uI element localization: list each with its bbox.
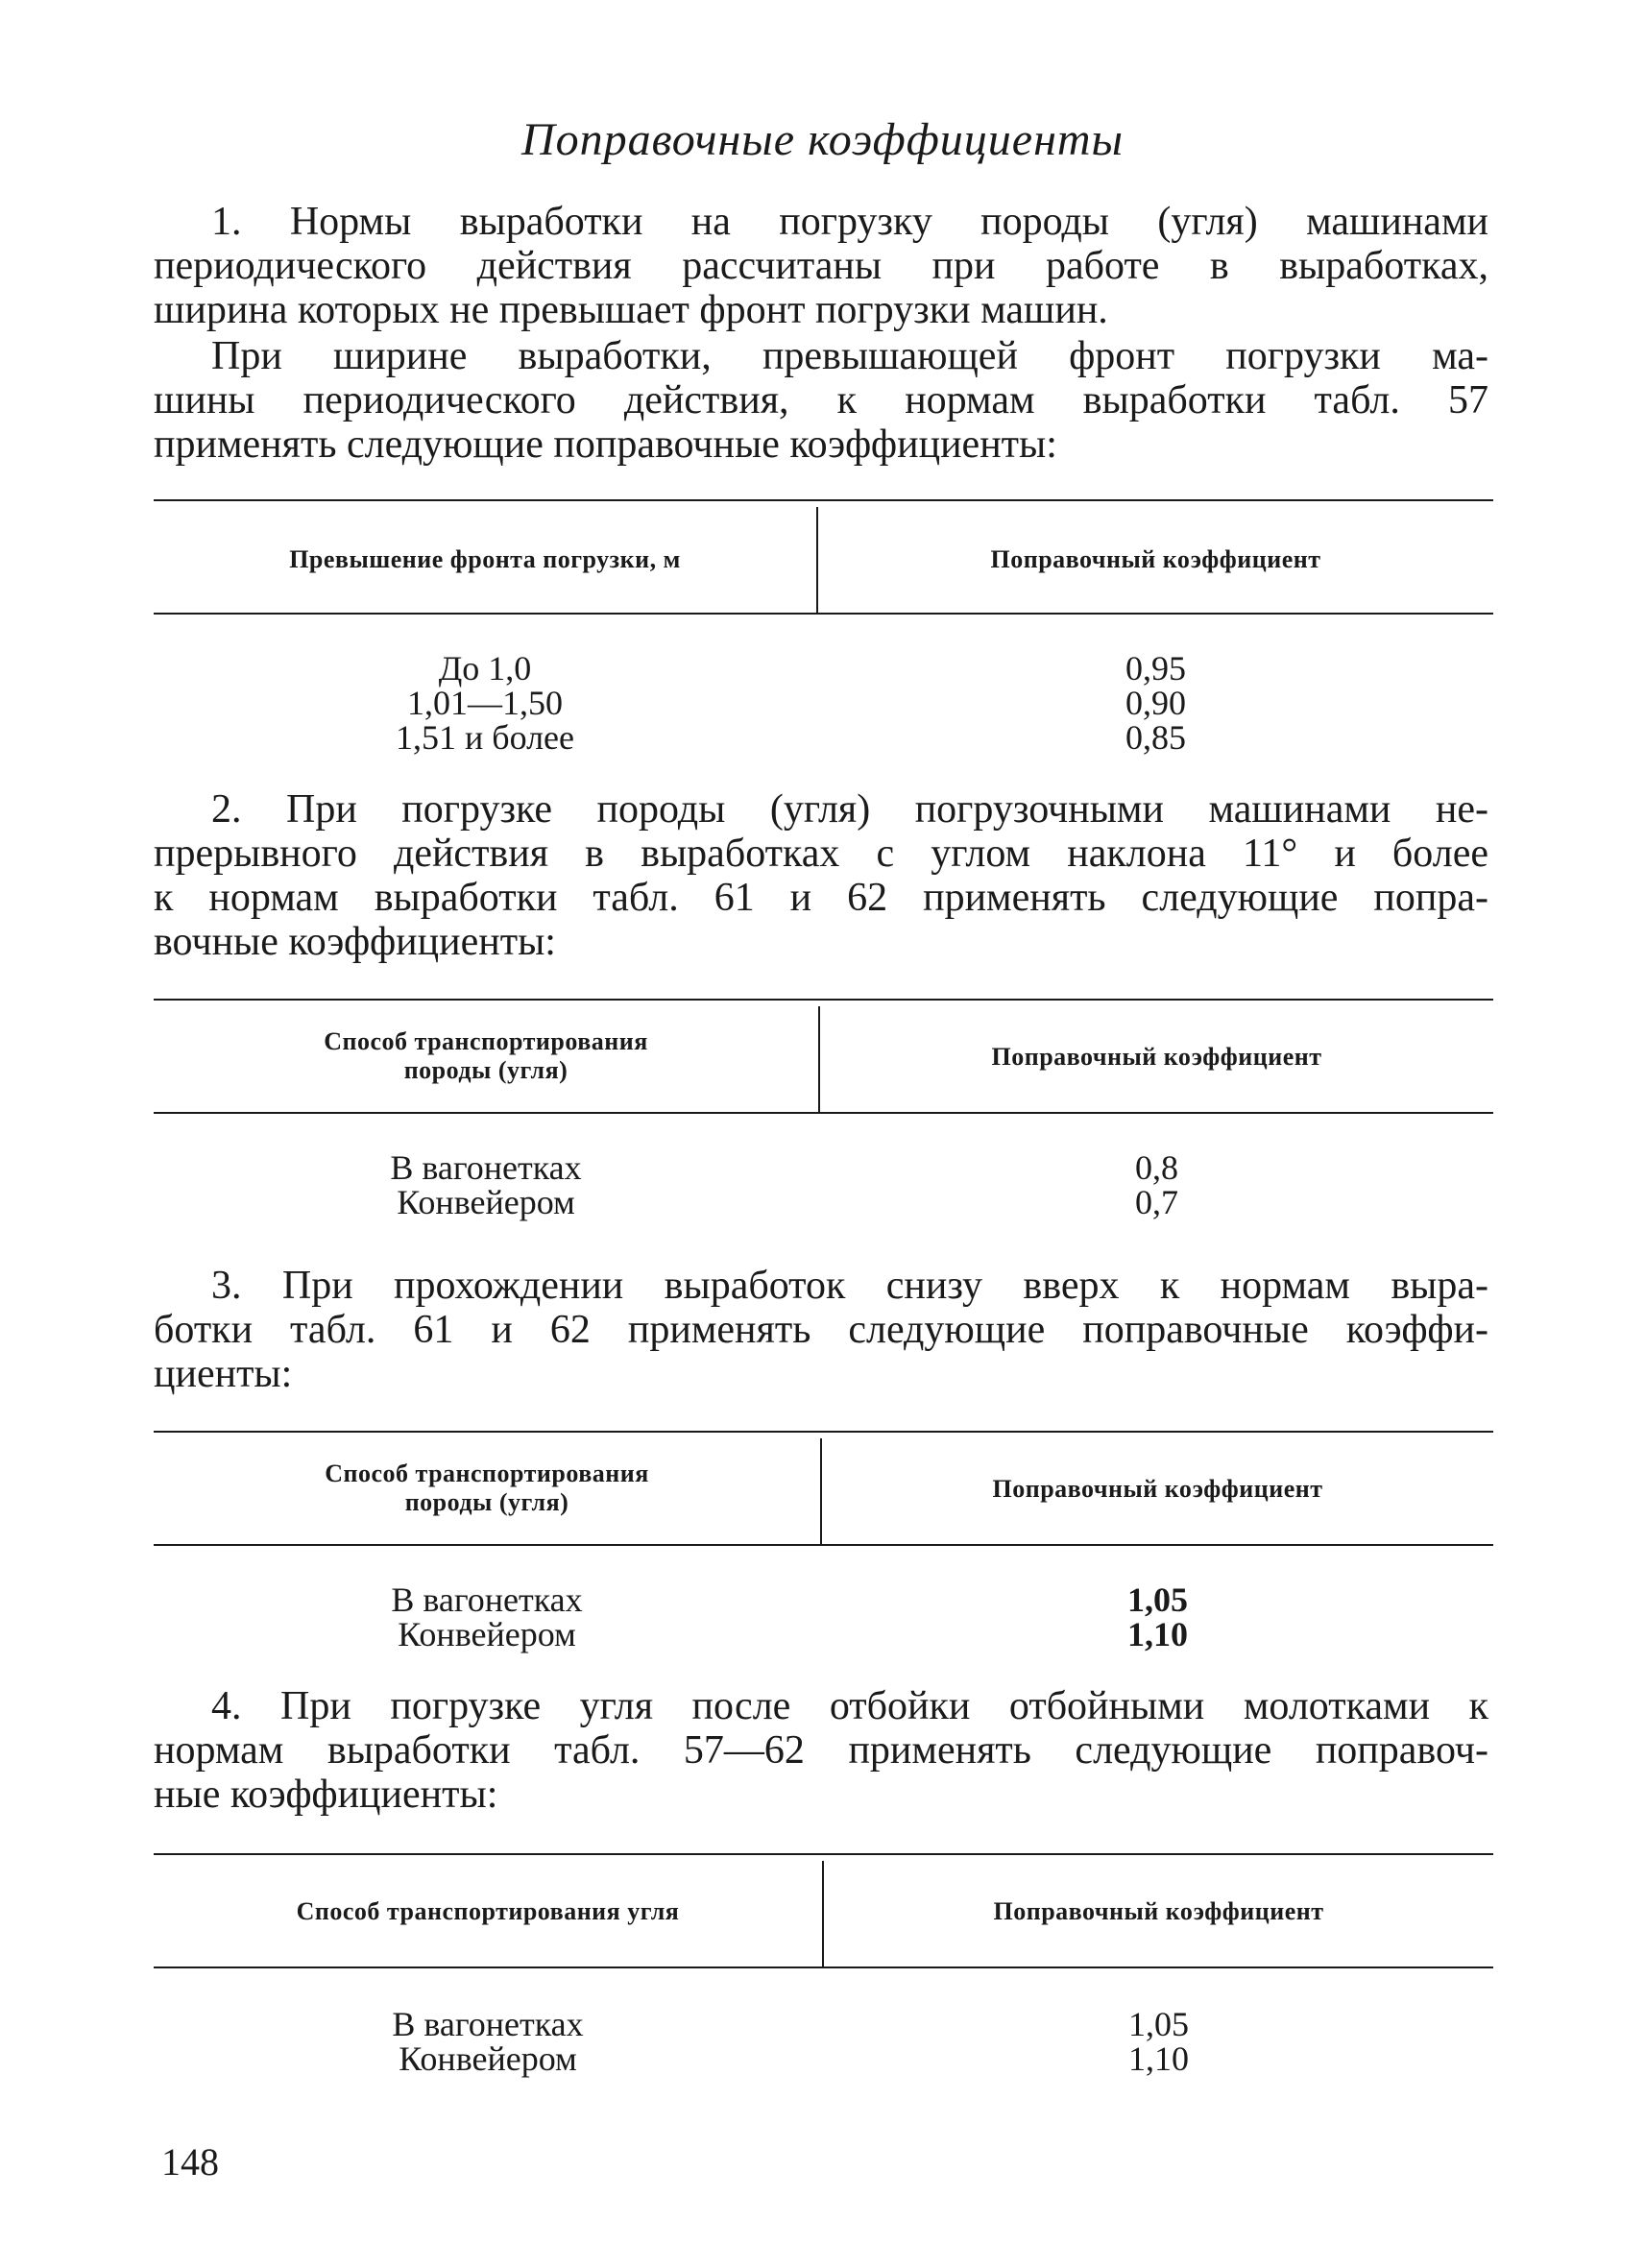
table-column-coefficients [818, 651, 1493, 755]
header-line: породы (угля) [404, 1488, 569, 1516]
table-header-exceedance: Превышение фронта погрузки, м [289, 545, 681, 573]
paragraph-line: шины периодического действия, к нормам выработки табл. 57 [154, 378, 1488, 422]
table-top-rule [154, 499, 1493, 501]
paragraph-line: циенты: [154, 1352, 293, 1396]
header-line: породы (угля) [403, 1056, 568, 1084]
table-column-transport [154, 1582, 820, 1652]
table-cell: 0,90 [1125, 684, 1186, 722]
paragraph-line: вочные коэффициенты: [154, 920, 556, 964]
header-line: Способ транспортирования [324, 1027, 648, 1055]
section-title: Поправочные коэффициенты [520, 114, 1125, 165]
table-cell: 1,01—1,50 [407, 684, 563, 722]
table-header-coefficient: Поправочный коэффициент [990, 545, 1321, 573]
table-top-rule [154, 999, 1493, 1001]
table-header-coefficient: Поправочный коэффициент [991, 1043, 1322, 1071]
table-header-rule [154, 1112, 1493, 1114]
table-cell: Конвейером [399, 2039, 577, 2078]
paragraph-line: прерывного действия в выработках с углом наклона 11° и более [154, 832, 1488, 876]
table-cell: 1,51 и более [395, 718, 575, 757]
table-cell: 0,7 [1135, 1183, 1178, 1221]
correction-table-2 [154, 999, 1493, 1229]
table-cell: 0,95 [1125, 649, 1186, 688]
table-top-rule [154, 1431, 1493, 1433]
table-cell: В вагонетках [391, 1580, 583, 1619]
table-cell: 1,05 [1127, 1580, 1188, 1619]
paragraph-line: к нормам выработки табл. 61 и 62 применять следующие попра- [154, 876, 1488, 920]
paragraph-3 [154, 1264, 1488, 1396]
table-header-transport [154, 1027, 818, 1085]
table-column-values [154, 651, 816, 755]
table-header-rule [154, 1966, 1493, 1968]
paragraph-2 [154, 787, 1488, 964]
paragraph-line: ширина которых не превышает фронт погрузки машин. [154, 288, 1108, 332]
table-top-rule [154, 1853, 1493, 1855]
correction-table-4 [154, 1853, 1493, 2084]
paragraph-4 [154, 1684, 1488, 1817]
table-header-coefficient: Поправочный коэффициент [993, 1897, 1324, 1925]
table-cell: 1,05 [1128, 2005, 1189, 2043]
table-cell: В вагонетках [392, 2005, 584, 2043]
table-column-coefficients [824, 2007, 1493, 2076]
paragraph-line: применять следующие поправочные коэффициенты: [154, 422, 1057, 467]
paragraph-line: ные коэффициенты: [154, 1773, 498, 1817]
correction-table-3 [154, 1431, 1493, 1661]
table-cell: Конвейером [397, 1183, 575, 1221]
paragraph-1 [154, 200, 1488, 332]
table-cell: 0,8 [1135, 1148, 1178, 1187]
table-header-rule [154, 1544, 1493, 1546]
table-column-transport [154, 2007, 822, 2076]
table-header-rule [154, 613, 1493, 615]
table-header-transport: Способ транспортирования угля [296, 1897, 680, 1925]
table-cell: 1,10 [1128, 2039, 1189, 2078]
table-column-coefficients [820, 1150, 1493, 1219]
paragraph-line: 1. Нормы выработки на погрузку породы (угля) машинами [211, 200, 1488, 244]
table-cell: До 1,0 [438, 649, 532, 688]
table-header-transport [154, 1460, 820, 1517]
paragraph-line: 4. При погрузке угля после отбойки отбойными молотками к [211, 1684, 1488, 1728]
table-cell: 0,85 [1125, 718, 1186, 757]
table-column-coefficients [822, 1582, 1493, 1652]
table-column-transport [154, 1150, 818, 1219]
table-cell: Конвейером [398, 1615, 576, 1653]
correction-table-1 [154, 499, 1493, 759]
table-header-coefficient: Поправочный коэффициент [992, 1475, 1323, 1503]
paragraph-line: нормам выработки табл. 57—62 применять следующие поправоч- [154, 1728, 1488, 1773]
paragraph-line: 2. При погрузке породы (угля) погрузочными машинами не- [211, 787, 1488, 832]
table-cell: 1,10 [1127, 1615, 1188, 1653]
paragraph-1b [154, 334, 1488, 467]
header-line: Способ транспортирования [325, 1460, 649, 1487]
page-number: 148 [161, 2140, 219, 2184]
paragraph-line: При ширине выработки, превышающей фронт погрузки ма- [211, 334, 1488, 378]
table-cell: В вагонетках [390, 1148, 582, 1187]
paragraph-line: ботки табл. 61 и 62 применять следующие поправочные коэффи- [154, 1308, 1488, 1352]
paragraph-line: 3. При прохождении выработок снизу вверх к нормам выра- [211, 1264, 1488, 1308]
paragraph-line: периодического действия рассчитаны при работе в выработках, [154, 244, 1488, 288]
